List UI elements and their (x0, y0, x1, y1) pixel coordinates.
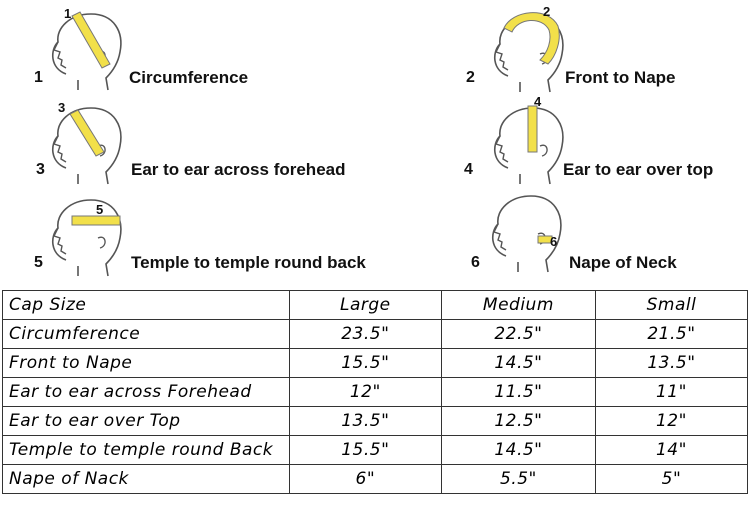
diagram-tag-4: 4 (534, 94, 542, 109)
diagram-number-2: 2 (466, 69, 475, 86)
table-row (3, 407, 748, 436)
header-medium: Medium (441, 291, 595, 320)
cell-large: 13.5" (289, 407, 441, 436)
row-label: Ear to ear over Top (3, 407, 290, 436)
row-label: Temple to temple round Back (3, 436, 290, 465)
cell-large: 15.5" (289, 349, 441, 378)
header-small: Small (595, 291, 747, 320)
header-cap-size: Cap Size (3, 291, 290, 320)
row-label: Ear to ear across Forehead (3, 378, 290, 407)
cell-large: 23.5" (289, 320, 441, 349)
cell-small: 11" (595, 378, 747, 407)
cell-small: 12" (595, 407, 747, 436)
cell-large: 6" (289, 465, 441, 494)
head-illustration-temple-to-temple (36, 188, 146, 278)
diagram-number-1: 1 (34, 69, 43, 86)
diagram-number-5: 5 (34, 254, 43, 271)
cell-small: 21.5" (595, 320, 747, 349)
cell-small: 5" (595, 465, 747, 494)
header-large: Large (289, 291, 441, 320)
diagram-label-circumference: Circumference (129, 68, 249, 87)
cell-medium: 14.5" (441, 436, 595, 465)
diagram-tag-1: 1 (64, 6, 72, 21)
diagram-label-front-to-nape: Front to Nape (565, 68, 676, 87)
diagram-tag-6: 6 (550, 234, 558, 249)
row-label: Front to Nape (3, 349, 290, 378)
cell-small: 14" (595, 436, 747, 465)
cell-medium: 22.5" (441, 320, 595, 349)
cell-large: 12" (289, 378, 441, 407)
row-label: Circumference (3, 320, 290, 349)
cell-small: 13.5" (595, 349, 747, 378)
row-label: Nape of Nack (3, 465, 290, 494)
table-row (3, 349, 748, 378)
cell-medium: 12.5" (441, 407, 595, 436)
table-row (3, 465, 748, 494)
cell-large: 15.5" (289, 436, 441, 465)
table-row (3, 378, 748, 407)
diagram-tag-3: 3 (58, 100, 66, 115)
diagram-number-6: 6 (471, 254, 480, 271)
table-row (3, 436, 748, 465)
table-header-row (3, 291, 748, 320)
diagram-number-4: 4 (464, 161, 473, 178)
diagram-label-nape-of-neck: Nape of Neck (569, 253, 677, 272)
diagram-tag-5: 5 (96, 202, 104, 217)
diagram-number-3: 3 (36, 161, 45, 178)
cell-medium: 11.5" (441, 378, 595, 407)
table-row (3, 320, 748, 349)
diagram-tag-2: 2 (543, 4, 551, 19)
diagram-label-ear-to-ear-top: Ear to ear over top (563, 160, 714, 179)
cell-medium: 14.5" (441, 349, 595, 378)
diagram-label-ear-to-ear-forehead: Ear to ear across forehead (131, 160, 346, 179)
cap-size-table (2, 290, 748, 494)
cell-medium: 5.5" (441, 465, 595, 494)
head-illustration-ear-to-ear-forehead (36, 96, 146, 186)
diagram-label-temple-to-temple: Temple to temple round back (131, 253, 366, 272)
